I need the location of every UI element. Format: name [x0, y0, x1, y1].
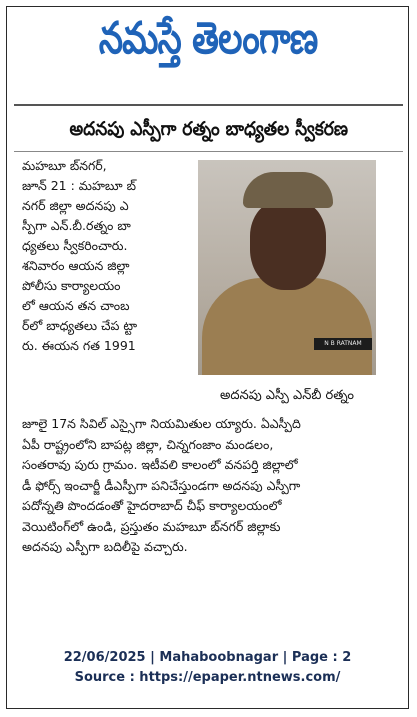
body-line: ఏపీ రాష్ట్రంలోని బాపట్ల జిల్లా, చిన్నగంజాం మండలం,: [22, 436, 274, 452]
newspaper-masthead: [14, 10, 403, 68]
clipping-footer: [6, 648, 409, 688]
column-line: శనివారం ఆయన జిల్లా: [22, 258, 130, 273]
column-line: ర్‌లో బాధ్యతలు చేప ట్టా: [22, 318, 138, 333]
body-line: అదనపు ఎస్పీగా బదిలీపై వచ్చారు.: [22, 539, 188, 554]
column-line: స్పీగా ఎన్.బీ.రత్నం బా: [22, 218, 131, 233]
body-line: వెయిటింగ్‌లో ఉండి, ప్రస్తుతం మహబూ బ్‌నగర్ జిల్లాకు: [22, 518, 281, 534]
column-line: నగర్ జిల్లా అదనపు ఎ: [22, 198, 129, 213]
column-line: పోలీసు కార్యాలయం: [22, 278, 121, 293]
article-column: [22, 156, 194, 356]
top-rule: [14, 104, 403, 106]
column-line: రు. ఈయన గత 1991: [22, 338, 136, 353]
footer-date-edition: 22/06/2025 | Mahaboobnagar | Page : 2: [63, 650, 352, 665]
article-headline: [14, 114, 403, 148]
footer-source-link[interactable]: Source : https://epaper.ntnews.com/: [74, 670, 341, 685]
column-line: జూన్ 21 : మహబూ బ్: [22, 178, 136, 193]
body-line: సంతరావు పురు గ్రామం. ఇటీవలి కాలంలో వనపర్తి జిల్లాలో: [22, 457, 298, 472]
article-body: [22, 414, 394, 558]
body-line: జూలై 17న సివిల్ ఎస్సైగా నియమితుల య్యారు. ఏఎస్పీది: [22, 416, 301, 431]
headline-rule: [14, 151, 403, 152]
photo-nameplate: N B RATNAM: [314, 338, 372, 350]
body-line: పదోన్నతి పొందడంతో హైదరాబాద్ చీఫ్ కార్యాలయంలో: [22, 498, 282, 513]
photo-cap: [243, 172, 333, 208]
officer-photo: [198, 160, 376, 375]
column-line: ధ్యతలు స్వీకరించారు.: [22, 238, 128, 253]
masthead-title: నమస్తే తెలంగాణ: [99, 13, 318, 64]
column-line: మహబూ బ్‌నగర్,: [22, 158, 107, 173]
column-line: లో ఆయన తన చాంబ: [22, 298, 130, 313]
photo-uniform: [202, 278, 372, 375]
photo-caption: అదనపు ఎస్పీ ఎన్‌బీ రత్నం: [220, 388, 354, 403]
photo-face: [250, 200, 326, 290]
body-line: డీ ఫోర్స్ ఇంచార్జీ డీఎస్పీగా పనిచేస్తుండగా అదనపు ఎస్పీగా: [22, 477, 301, 493]
headline-text: అదనపు ఎస్పీగా రత్నం బాధ్యతల స్వీకరణ: [69, 117, 348, 140]
